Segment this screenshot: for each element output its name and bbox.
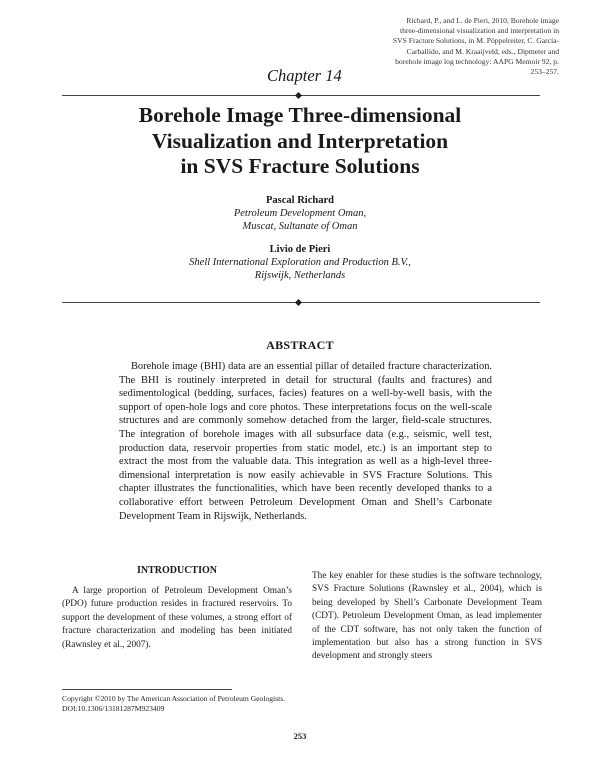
divider-diamond-icon [295, 299, 302, 306]
title-line-1: Borehole Image Three-dimensional [138, 103, 462, 127]
author-name: Livio de Pieri [269, 244, 331, 255]
doi-line: DOI:10.1306/13181287M923409 [62, 704, 165, 714]
author-1 [100, 194, 500, 233]
copyright-line: Copyright ©2010 by The American Association of Petroleum Geologists. [62, 694, 286, 703]
intro-left-column: A large proportion of Petroleum Development Oman’s (PDO) future production resides in fractured reservoirs. To support the development of these volumes, a strong effort of fracture characterization and modeling has been initiated (Rawnsley et al., 2007). [62, 586, 292, 650]
introduction-heading: INTRODUCTION [136, 565, 217, 576]
author-affiliation-location: Rijswijk, Netherlands [254, 270, 346, 281]
abstract-text: Borehole image (BHI) data are an essential pillar of detailed fracture characterization. The BHI is routinely interpreted in detail for structural (faults and fractures) and sedimentological (bedding, surfaces, facies) features on a well-by-well basis, with the support of open-hole logs and core photos. These interpretations focus on the well-scale structures and are commonly somehow detached from the larger, field-scale structures. The integration of borehole images with all subsurface data (e.g., seismic, well test, production data, reservoir properties from static model, etc.) is an important step to extract the most from the valuable data. This integration as well as a high-level three-dimensional interpretation is now easily achievable in SVS Fracture Solutions. This chapter illustrates the functionalities, which have been recently developed thanks to a collaborative effort between Petroleum Development Oman and Shell’s Carbonate Development Team in Rijswijk, Netherlands. [119, 361, 492, 522]
author-affiliation-location: Muscat, Sultanate of Oman [242, 221, 358, 232]
footnote-rule [62, 689, 232, 690]
author-affiliation: Shell International Exploration and Production B.V., [189, 257, 411, 268]
paper-title [60, 103, 540, 180]
chapter-label: Chapter 14 [267, 66, 342, 85]
author-affiliation: Petroleum Development Oman, [233, 208, 367, 219]
author-name: Pascal Richard [266, 195, 334, 206]
intro-right-column: The key enabler for these studies is the software technology, SVS Fracture Solutions (Rawnsley et al., 2004), which is being developed by Shell’s Carbonate Development Team (CDT). Petroleum Development Oman, as lead implementer of the CDT software, has not only taken the function of implementation but also has a strong function in SVS development and strongly steers [312, 571, 542, 662]
title-line-3: in SVS Fracture Solutions [180, 154, 420, 178]
divider-diamond-icon [295, 92, 302, 99]
abstract-heading: ABSTRACT [266, 338, 334, 352]
citation-block: Richard, P., and L. de Pieri, 2010, Borehole image three-dimensional visualization and interpretation in SVS Fracture Solutions, in M. Pöppelreiter, C. García-Carballido, and M. Kraaijveld, eds., Dipmeter and borehole image log technology: AAPG Memoir 92, p. 253–257. [392, 16, 559, 77]
author-2 [100, 243, 500, 282]
page-number: 253 [293, 731, 307, 741]
title-line-2: Visualization and Interpretation [151, 128, 449, 153]
footnote [62, 694, 285, 715]
